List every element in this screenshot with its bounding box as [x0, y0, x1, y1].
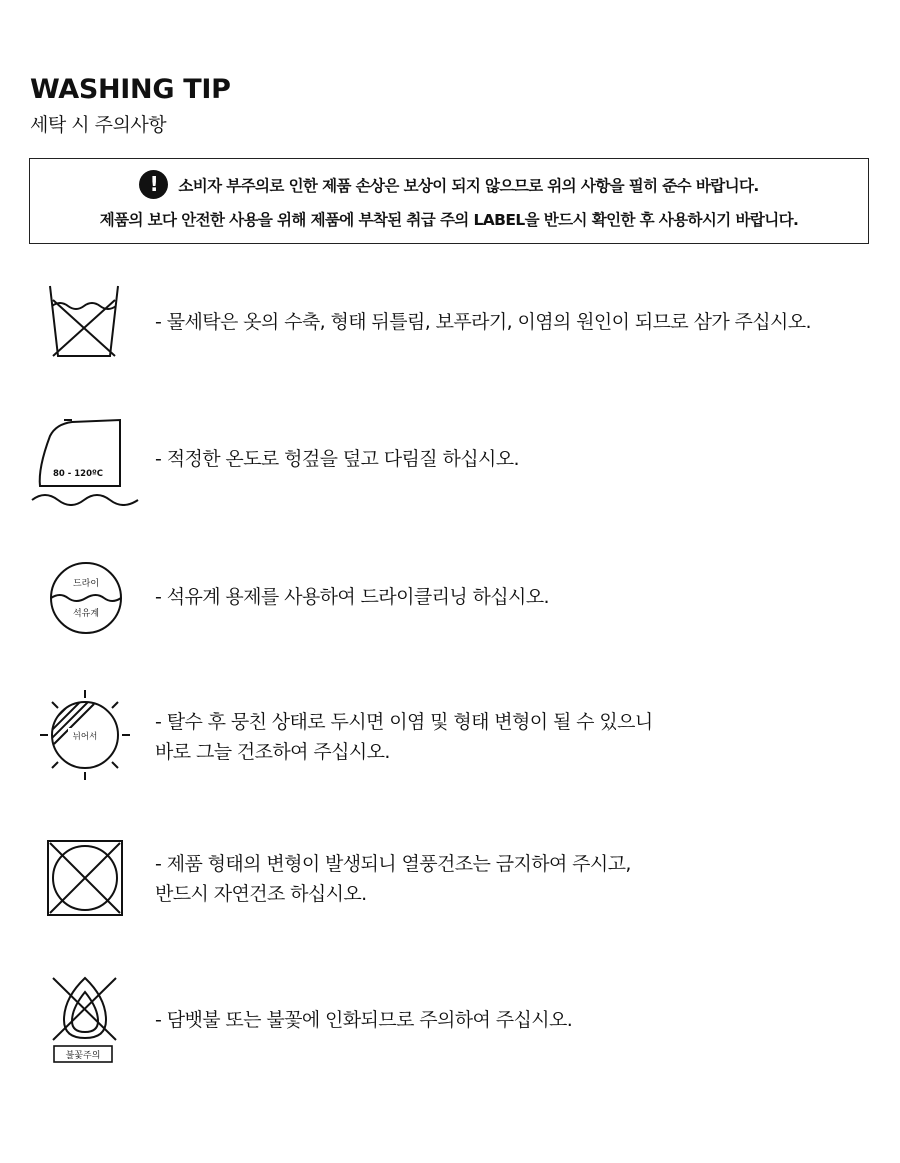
tip-text: 바로 그늘 건조하여 주십시오.	[155, 741, 390, 763]
no-wash-icon	[44, 282, 124, 362]
notice-line-2: 제품의 보다 안전한 사용을 위해 제품에 부착된 취급 주의 LABEL을 반드시 확인한 후 사용하시기 바랍니다.	[99, 211, 799, 229]
dry-clean-icon	[48, 560, 124, 636]
tip-fire-caution	[155, 1005, 572, 1035]
tip-text: - 석유계 용제를 사용하여 드라이클리닝 하십시오.	[155, 586, 549, 608]
dry-clean-label-bottom: 석유계	[72, 609, 100, 619]
exclamation-icon: !	[139, 170, 168, 199]
notice-box	[29, 158, 869, 244]
fire-caution-icon	[50, 974, 120, 1066]
tip-no-wash	[155, 307, 811, 337]
tip-dry-clean	[155, 582, 549, 612]
tip-text: - 담뱃불 또는 불꽃에 인화되므로 주의하여 주십시오.	[155, 1009, 573, 1031]
shade-dry-label: 뉘어서	[72, 732, 98, 742]
page-title: WASHING TIP	[30, 74, 231, 105]
tip-text: 반드시 자연건조 하십시오.	[155, 883, 367, 905]
dry-clean-label-top: 드라이	[72, 579, 100, 589]
tip-text: - 탈수 후 뭉친 상태로 두시면 이염 및 형태 변형이 될 수 있으니	[155, 711, 653, 733]
iron-temp-label: 80 - 120ºC	[52, 469, 104, 479]
no-tumble-dry-icon	[46, 839, 124, 917]
tip-text: - 제품 형태의 변형이 발생되니 열풍건조는 금지하여 주시고,	[155, 853, 631, 875]
tip-text: - 적정한 온도로 헝겊을 덮고 다림질 하십시오.	[155, 448, 519, 470]
tip-no-tumble-dry	[155, 849, 631, 909]
shade-dry-icon	[38, 688, 132, 782]
tip-text: - 물세탁은 옷의 수축, 형태 뒤틀림, 보푸라기, 이염의 원인이 되므로 삼가 주십시오.	[155, 311, 811, 333]
iron-icon	[30, 414, 142, 506]
tip-shade-dry	[155, 707, 653, 767]
tip-iron	[155, 444, 519, 474]
notice-line-1: 소비자 부주의로 인한 제품 손상은 보상이 되지 않으므로 위의 사항을 필히 준수 바랍니다.	[178, 177, 759, 195]
page-subtitle: 세탁 시 주의사항	[30, 114, 167, 136]
fire-caution-label: 불꽃주의	[65, 1051, 101, 1061]
